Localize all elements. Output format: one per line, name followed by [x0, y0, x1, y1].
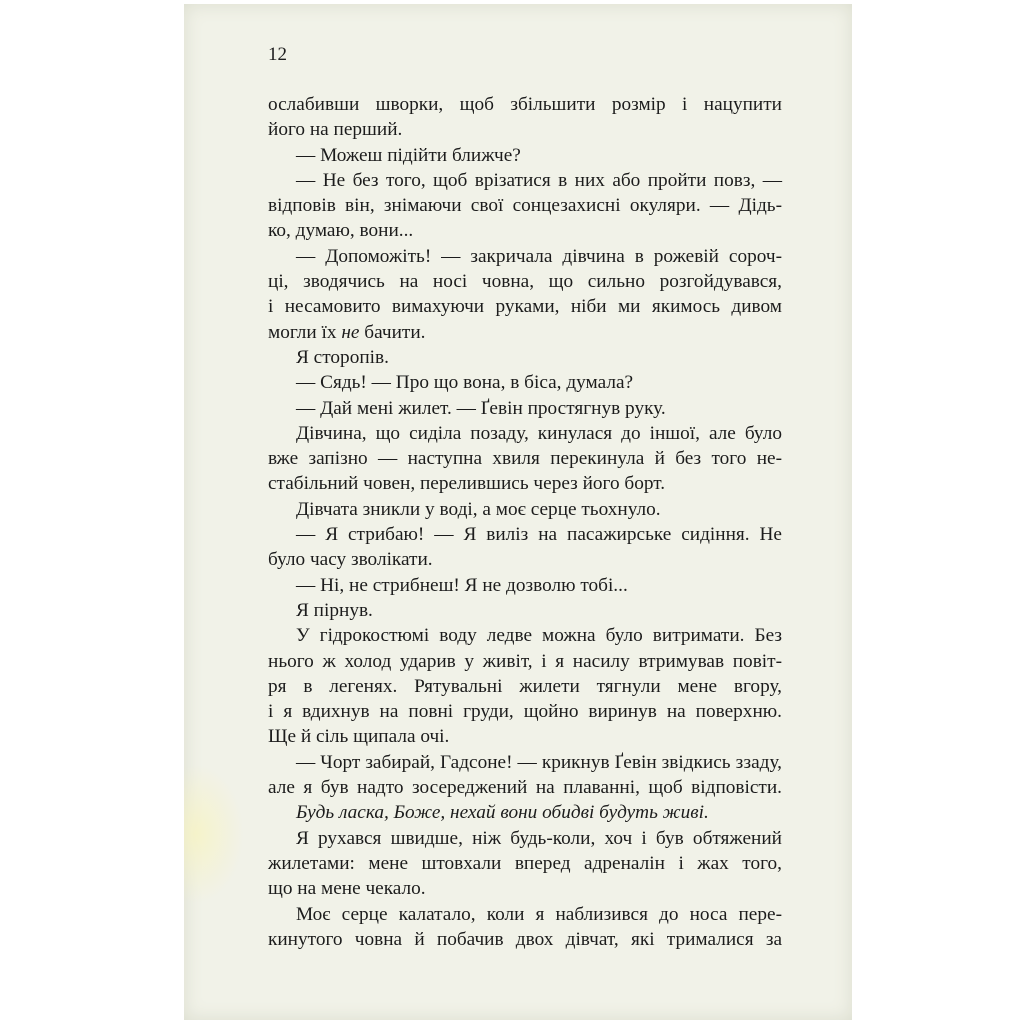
text-line: ко, думаю, вони... [268, 220, 414, 242]
text-line: ря в легенях. Рятувальні жилети тягнули мене вгору, [268, 675, 782, 697]
text-line: — Дай мені жилет. — Ґевін простягнув руку. [296, 397, 666, 419]
text-line: жилетами: мене штовхали вперед адреналін і жах того, [268, 852, 782, 874]
text-line: вже запізно — наступна хвиля перекинула й без того не- [268, 448, 782, 470]
text-line: ці, зводячись на носі човна, що сильно розгойдувався, [268, 271, 782, 293]
text-line: — Я стрибаю! — Я виліз на пасажирське сидіння. Не [296, 524, 782, 546]
text-line: нього ж холод ударив у живіт, і я насилу втримував повіт- [268, 650, 782, 672]
body-text [268, 92, 782, 952]
text-fragment: бачити. [359, 321, 426, 343]
text-line: Будь ласка, Боже, нехай вони обидві будуть живі. [296, 802, 709, 824]
text-line: відповів він, знімаючи свої сонцезахисні окуляри. — Дідь- [268, 195, 782, 217]
text-line: ослабивши шворки, щоб збільшити розмір і нацупити [268, 94, 782, 115]
text-line: що на мене чекало. [268, 878, 426, 900]
text-line: — Не без того, щоб врізатися в них або пройти повз, — [296, 169, 782, 191]
text-line: — Можеш підійти ближче? [296, 144, 521, 166]
text-line: Я рухався швидше, ніж будь-коли, хоч і був обтяжений [296, 827, 782, 849]
text-line: — Допоможіть! — закричала дівчина в рожевій сороч- [296, 245, 782, 267]
text-line [268, 320, 782, 345]
page-number: 12 [268, 44, 287, 65]
text-line: Дівчата зникли у воді, а моє серце тьохнуло. [296, 498, 661, 520]
book-page [184, 4, 852, 1020]
text-line: було часу зволікати. [268, 549, 433, 571]
text-line: Я пірнув. [296, 599, 373, 621]
text-line: його на перший. [268, 119, 403, 141]
text-fragment: могли їх [268, 321, 342, 343]
text-line: Я сторопів. [296, 346, 389, 368]
text-line: і несамовито вимахуючи руками, ніби ми якимось дивом [268, 296, 782, 318]
italic-emphasis: не [341, 321, 360, 343]
text-line: Ще й сіль щипала очі. [268, 726, 450, 748]
text-line: але я був надто зосереджений на плаванні, щоб відповісти. [268, 777, 782, 799]
text-line: стабільний човен, перелившись через його борт. [268, 473, 666, 495]
text-line: — Сядь! — Про що вона, в біса, думала? [296, 372, 634, 394]
text-line: — Чорт забирай, Гадсоне! — крикнув Ґевін звідкись ззаду, [296, 751, 782, 773]
text-line: — Ні, не стрибнеш! Я не дозволю тобі... [296, 574, 628, 596]
text-line: Дівчина, що сиділа позаду, кинулася до іншої, але було [296, 422, 782, 444]
text-line: і я вдихнув на повні груди, щойно виринув на поверхню. [268, 701, 782, 723]
text-line: У гідрокостюмі воду ледве можна було витримати. Без [296, 625, 782, 647]
text-line: кинутого човна й побачив двох дівчат, які трималися за [268, 928, 782, 950]
text-line: Моє серце калатало, коли я наблизився до носа пере- [296, 903, 782, 925]
